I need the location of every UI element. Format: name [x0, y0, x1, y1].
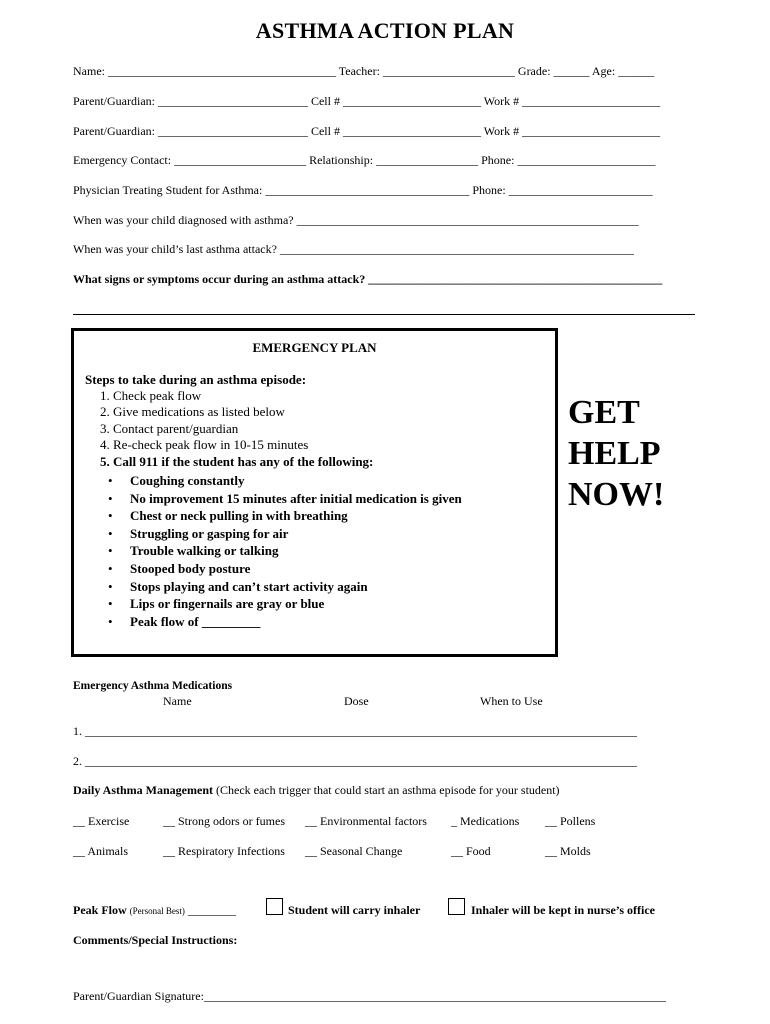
peak-flow-field[interactable]	[73, 903, 236, 918]
emergency-plan-box	[71, 328, 558, 657]
nurse-inhaler-label: Inhaler will be kept in nurse’s office	[471, 903, 656, 917]
step-item: 4. Re-check peak flow in 10-15 minutes	[100, 437, 309, 453]
trigger-molds[interactable]: __ Molds	[545, 844, 591, 858]
guardian-signature-line[interactable]: Parent/Guardian Signature:_____________________________________________________________________________	[73, 989, 666, 1003]
guardian-line-1[interactable]: Parent/Guardian: _________________________ Cell # _______________________ Work # _______________________	[73, 94, 661, 108]
emergency-plan-title: EMERGENCY PLAN	[252, 340, 377, 355]
peak-flow-label: Peak Flow	[73, 903, 127, 917]
warning-sign-item: • Chest or neck pulling in with breathing	[108, 507, 462, 525]
warning-sign-item: • Stooped body posture	[108, 560, 462, 578]
trigger-medications[interactable]: _ Medications	[451, 814, 520, 828]
medication-line-1[interactable]: 1. ____________________________________________________________________________________________	[73, 724, 637, 738]
get-help-word: HELP	[568, 435, 661, 472]
warning-sign-item: • Struggling or gasping for air	[108, 525, 462, 543]
trigger-food[interactable]: __ Food	[451, 844, 491, 858]
signs-symptoms-line[interactable]: What signs or symptoms occur during an asthma attack? _________________________________________________	[73, 272, 663, 286]
carry-inhaler-checkbox[interactable]	[266, 898, 283, 915]
nurse-inhaler-checkbox[interactable]	[448, 898, 465, 915]
page-title: ASTHMA ACTION PLAN	[255, 18, 515, 43]
trigger-environmental[interactable]: __ Environmental factors	[305, 814, 427, 828]
peak-flow-threshold-item[interactable]: • Peak flow of _________	[108, 613, 462, 631]
carry-inhaler-label: Student will carry inhaler	[288, 903, 421, 917]
step-item: 2. Give medications as listed below	[100, 404, 285, 420]
physician-line[interactable]: Physician Treating Student for Asthma: __________________________________ Phone: ________________________	[73, 183, 653, 197]
trigger-pollens[interactable]: __ Pollens	[545, 814, 596, 828]
diagnosed-line[interactable]: When was your child diagnosed with asthma? _________________________________________________________	[73, 213, 639, 227]
warning-signs-list	[108, 472, 462, 630]
daily-management-heading: Daily Asthma Management	[73, 783, 213, 797]
steps-heading: Steps to take during an asthma episode:	[85, 372, 307, 387]
name-teacher-grade-line[interactable]: Name: ______________________________________ Teacher: ______________________ Grade: ______ Age: ______	[73, 64, 655, 78]
medications-heading: Emergency Asthma Medications	[73, 680, 233, 692]
trigger-respiratory[interactable]: __ Respiratory Infections	[163, 844, 285, 858]
warning-sign-item: • Lips or fingernails are gray or blue	[108, 595, 462, 613]
warning-sign-item: • Stops playing and can’t start activity again	[108, 578, 462, 596]
trigger-seasonal[interactable]: __ Seasonal Change	[305, 844, 403, 858]
steps-list	[100, 388, 373, 470]
medications-col-when: When to Use	[480, 694, 543, 708]
warning-sign-item: • Coughing constantly	[108, 472, 462, 490]
signs-continuation-rule[interactable]	[73, 314, 695, 315]
last-attack-line[interactable]: When was your child’s last asthma attack? ___________________________________________________________	[73, 242, 634, 256]
comments-heading: Comments/Special Instructions:	[73, 933, 238, 947]
get-help-word: NOW!	[568, 476, 665, 513]
medications-col-dose: Dose	[344, 694, 369, 708]
trigger-odors[interactable]: __ Strong odors or fumes	[163, 814, 285, 828]
daily-management-line	[73, 783, 560, 798]
medication-line-2[interactable]: 2. ____________________________________________________________________________________________	[73, 754, 637, 768]
daily-management-note: (Check each trigger that could start an asthma episode for your student)	[213, 783, 560, 797]
get-help-now-callout	[568, 392, 664, 515]
peak-flow-blank[interactable]: ________	[187, 903, 236, 917]
warning-sign-item: • No improvement 15 minutes after initial medication is given	[108, 490, 462, 508]
get-help-word: GET	[568, 394, 640, 431]
medications-col-name: Name	[163, 694, 192, 708]
guardian-line-2[interactable]: Parent/Guardian: _________________________ Cell # _______________________ Work # _______________________	[73, 124, 661, 138]
peak-flow-sub: (Personal Best)	[129, 906, 185, 916]
emergency-contact-line[interactable]: Emergency Contact: ______________________ Relationship: _________________ Phone: _______________________	[73, 153, 656, 167]
trigger-animals[interactable]: __ Animals	[73, 844, 129, 858]
trigger-exercise[interactable]: __ Exercise	[73, 814, 130, 828]
step-item: 1. Check peak flow	[100, 388, 202, 403]
step-item: 3. Contact parent/guardian	[100, 420, 239, 436]
warning-sign-item: • Trouble walking or talking	[108, 542, 462, 560]
step-call-911: 5. Call 911 if the student has any of the following:	[100, 453, 374, 469]
